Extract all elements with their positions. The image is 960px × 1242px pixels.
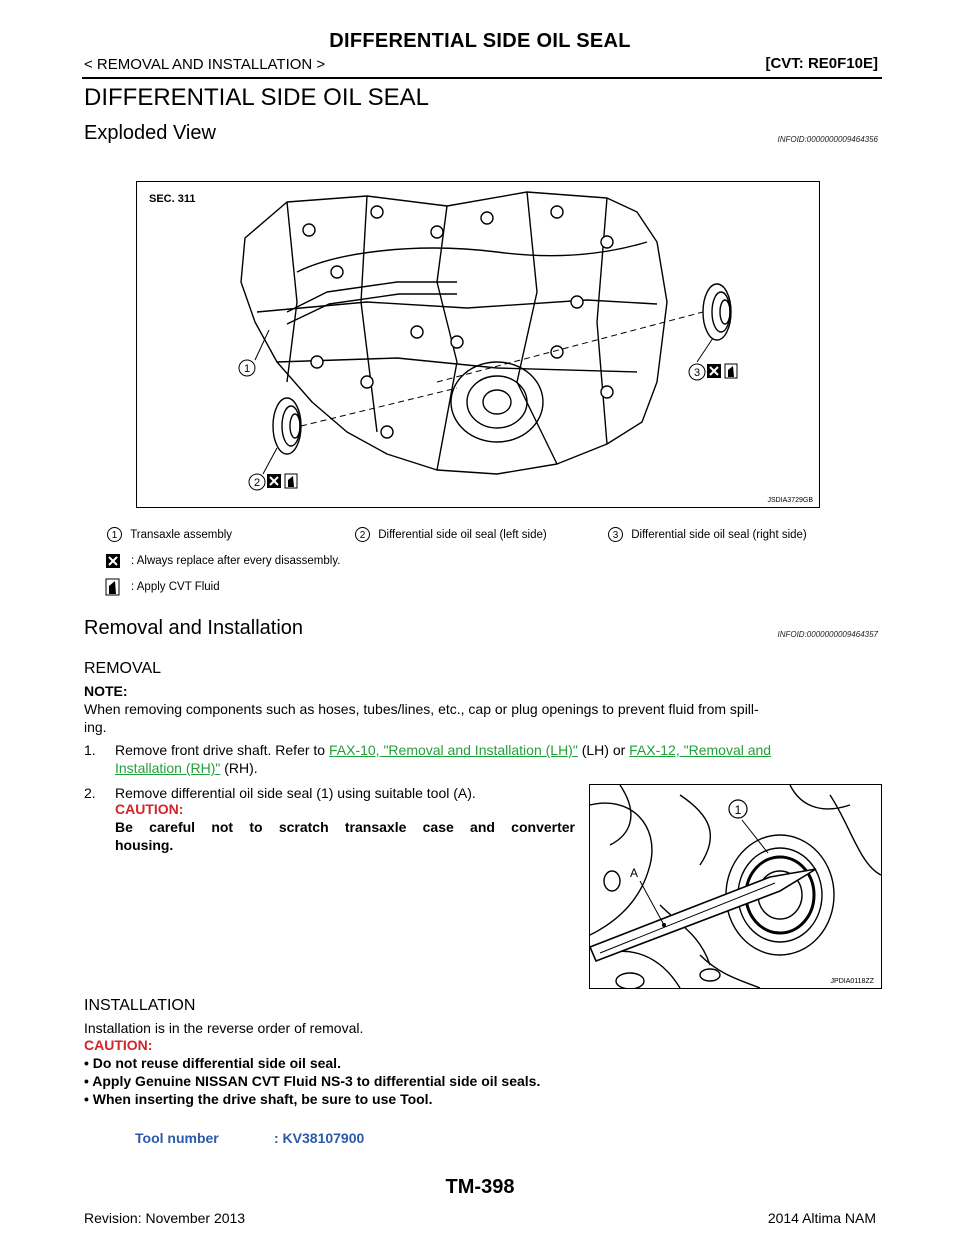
legend-label: Transaxle assembly: [130, 529, 233, 541]
step-1-text-cont: [115, 759, 258, 777]
legend-symbol-text: : Always replace after every disassembly.: [131, 555, 341, 567]
running-header-title: DIFFERENTIAL SIDE OIL SEAL: [329, 30, 631, 52]
always-replace-icon: [105, 553, 121, 569]
transaxle-illustration: [137, 182, 819, 507]
note-label: NOTE:: [84, 683, 128, 699]
step-1-text-c: (RH).: [220, 760, 258, 776]
footer-edition: 2014 Altima NAM: [767, 1210, 876, 1226]
footer-revision: Revision: November 2013: [84, 1210, 246, 1226]
removal-heading: Removal and Installation: [84, 617, 304, 639]
running-header-model: [CVT: RE0F10E]: [765, 55, 878, 72]
legend-item-2: [355, 527, 547, 542]
legend-num: 3: [608, 527, 623, 542]
tool-number-label: Tool number: [135, 1130, 219, 1146]
link-fax-10[interactable]: FAX-10, "Removal and Installation (LH)": [328, 742, 578, 758]
legend-num: 2: [355, 527, 370, 542]
installation-caution-2: • Apply Genuine NISSAN CVT Fluid NS-3 to differential side oil seals.: [84, 1073, 541, 1089]
removal-infoid: INFOID:0000000009464357: [777, 630, 878, 639]
installation-caution-1: • Do not reuse differential side oil seal.: [84, 1055, 341, 1071]
page-number: TM-398: [445, 1176, 515, 1198]
seal-removal-photo: [589, 784, 882, 989]
page-title: DIFFERENTIAL SIDE OIL SEAL: [84, 84, 429, 111]
step-2-caution-label: CAUTION:: [115, 801, 184, 817]
callout-1: 1: [243, 363, 251, 375]
apply-fluid-icon: [285, 364, 737, 488]
photo-figure-id: JPDIA0118ZZ: [830, 978, 874, 985]
link-fax-12-cont[interactable]: Installation (RH)": [115, 760, 221, 776]
figure-id: JSDIA3729GB: [767, 497, 813, 504]
installation-caution-3: • When inserting the drive shaft, be sure to use Tool.: [84, 1091, 433, 1107]
note-line-1: When removing components such as hoses, tubes/lines, etc., cap or plug openings to prevent fluid from spill-: [84, 701, 759, 717]
photo-tool-label: A: [629, 866, 639, 880]
tool-number-value: : KV38107900: [274, 1130, 365, 1146]
note-line-2: ing.: [84, 719, 107, 735]
legend-label: Differential side oil seal (left side): [378, 529, 547, 541]
legend-item-3: [608, 527, 807, 542]
legend-item-1: [107, 527, 232, 542]
callout-3: 3: [693, 367, 701, 379]
left-oil-seal: [273, 398, 301, 454]
step-1-num: 1.: [84, 742, 96, 758]
link-fax-12[interactable]: FAX-12, "Removal and: [629, 742, 772, 758]
step-2-caution-line-1: Be careful not to scratch transaxle case and converter: [115, 819, 575, 835]
apply-fluid-icon: [105, 578, 121, 596]
installation-subtitle: INSTALLATION: [84, 997, 196, 1014]
step-1-text-a: Remove front drive shaft. Refer to: [115, 742, 329, 758]
right-oil-seal: [703, 284, 731, 340]
exploded-infoid: INFOID:0000000009464356: [777, 135, 878, 144]
sec-label: SEC. 311: [149, 193, 196, 205]
photo-callout-1: 1: [734, 803, 742, 817]
installation-text: Installation is in the reverse order of removal.: [84, 1020, 364, 1036]
exploded-view-heading: Exploded View: [84, 122, 216, 144]
step-2-caution-line-2: housing.: [115, 837, 174, 853]
header-rule: [82, 77, 882, 79]
step-2-num: 2.: [84, 785, 96, 801]
legend-symbol-text: : Apply CVT Fluid: [131, 581, 220, 593]
removal-subtitle: REMOVAL: [84, 660, 162, 677]
step-1-text: [115, 741, 771, 759]
running-header-section: < REMOVAL AND INSTALLATION >: [84, 56, 326, 73]
step-1-text-b: (LH) or: [577, 742, 630, 758]
legend-symbol-fluid: [105, 578, 220, 596]
exploded-view-figure: [136, 181, 820, 508]
always-replace-icon: [267, 364, 721, 488]
legend-num: 1: [107, 527, 122, 542]
installation-caution-label: CAUTION:: [84, 1037, 153, 1053]
legend-label: Differential side oil seal (right side): [631, 529, 807, 541]
seal-removal-illustration: [590, 785, 881, 988]
step-2-text: Remove differential oil side seal (1) using suitable tool (A).: [115, 785, 476, 801]
legend-symbol-replace: [105, 553, 340, 569]
callout-2: 2: [253, 477, 261, 489]
